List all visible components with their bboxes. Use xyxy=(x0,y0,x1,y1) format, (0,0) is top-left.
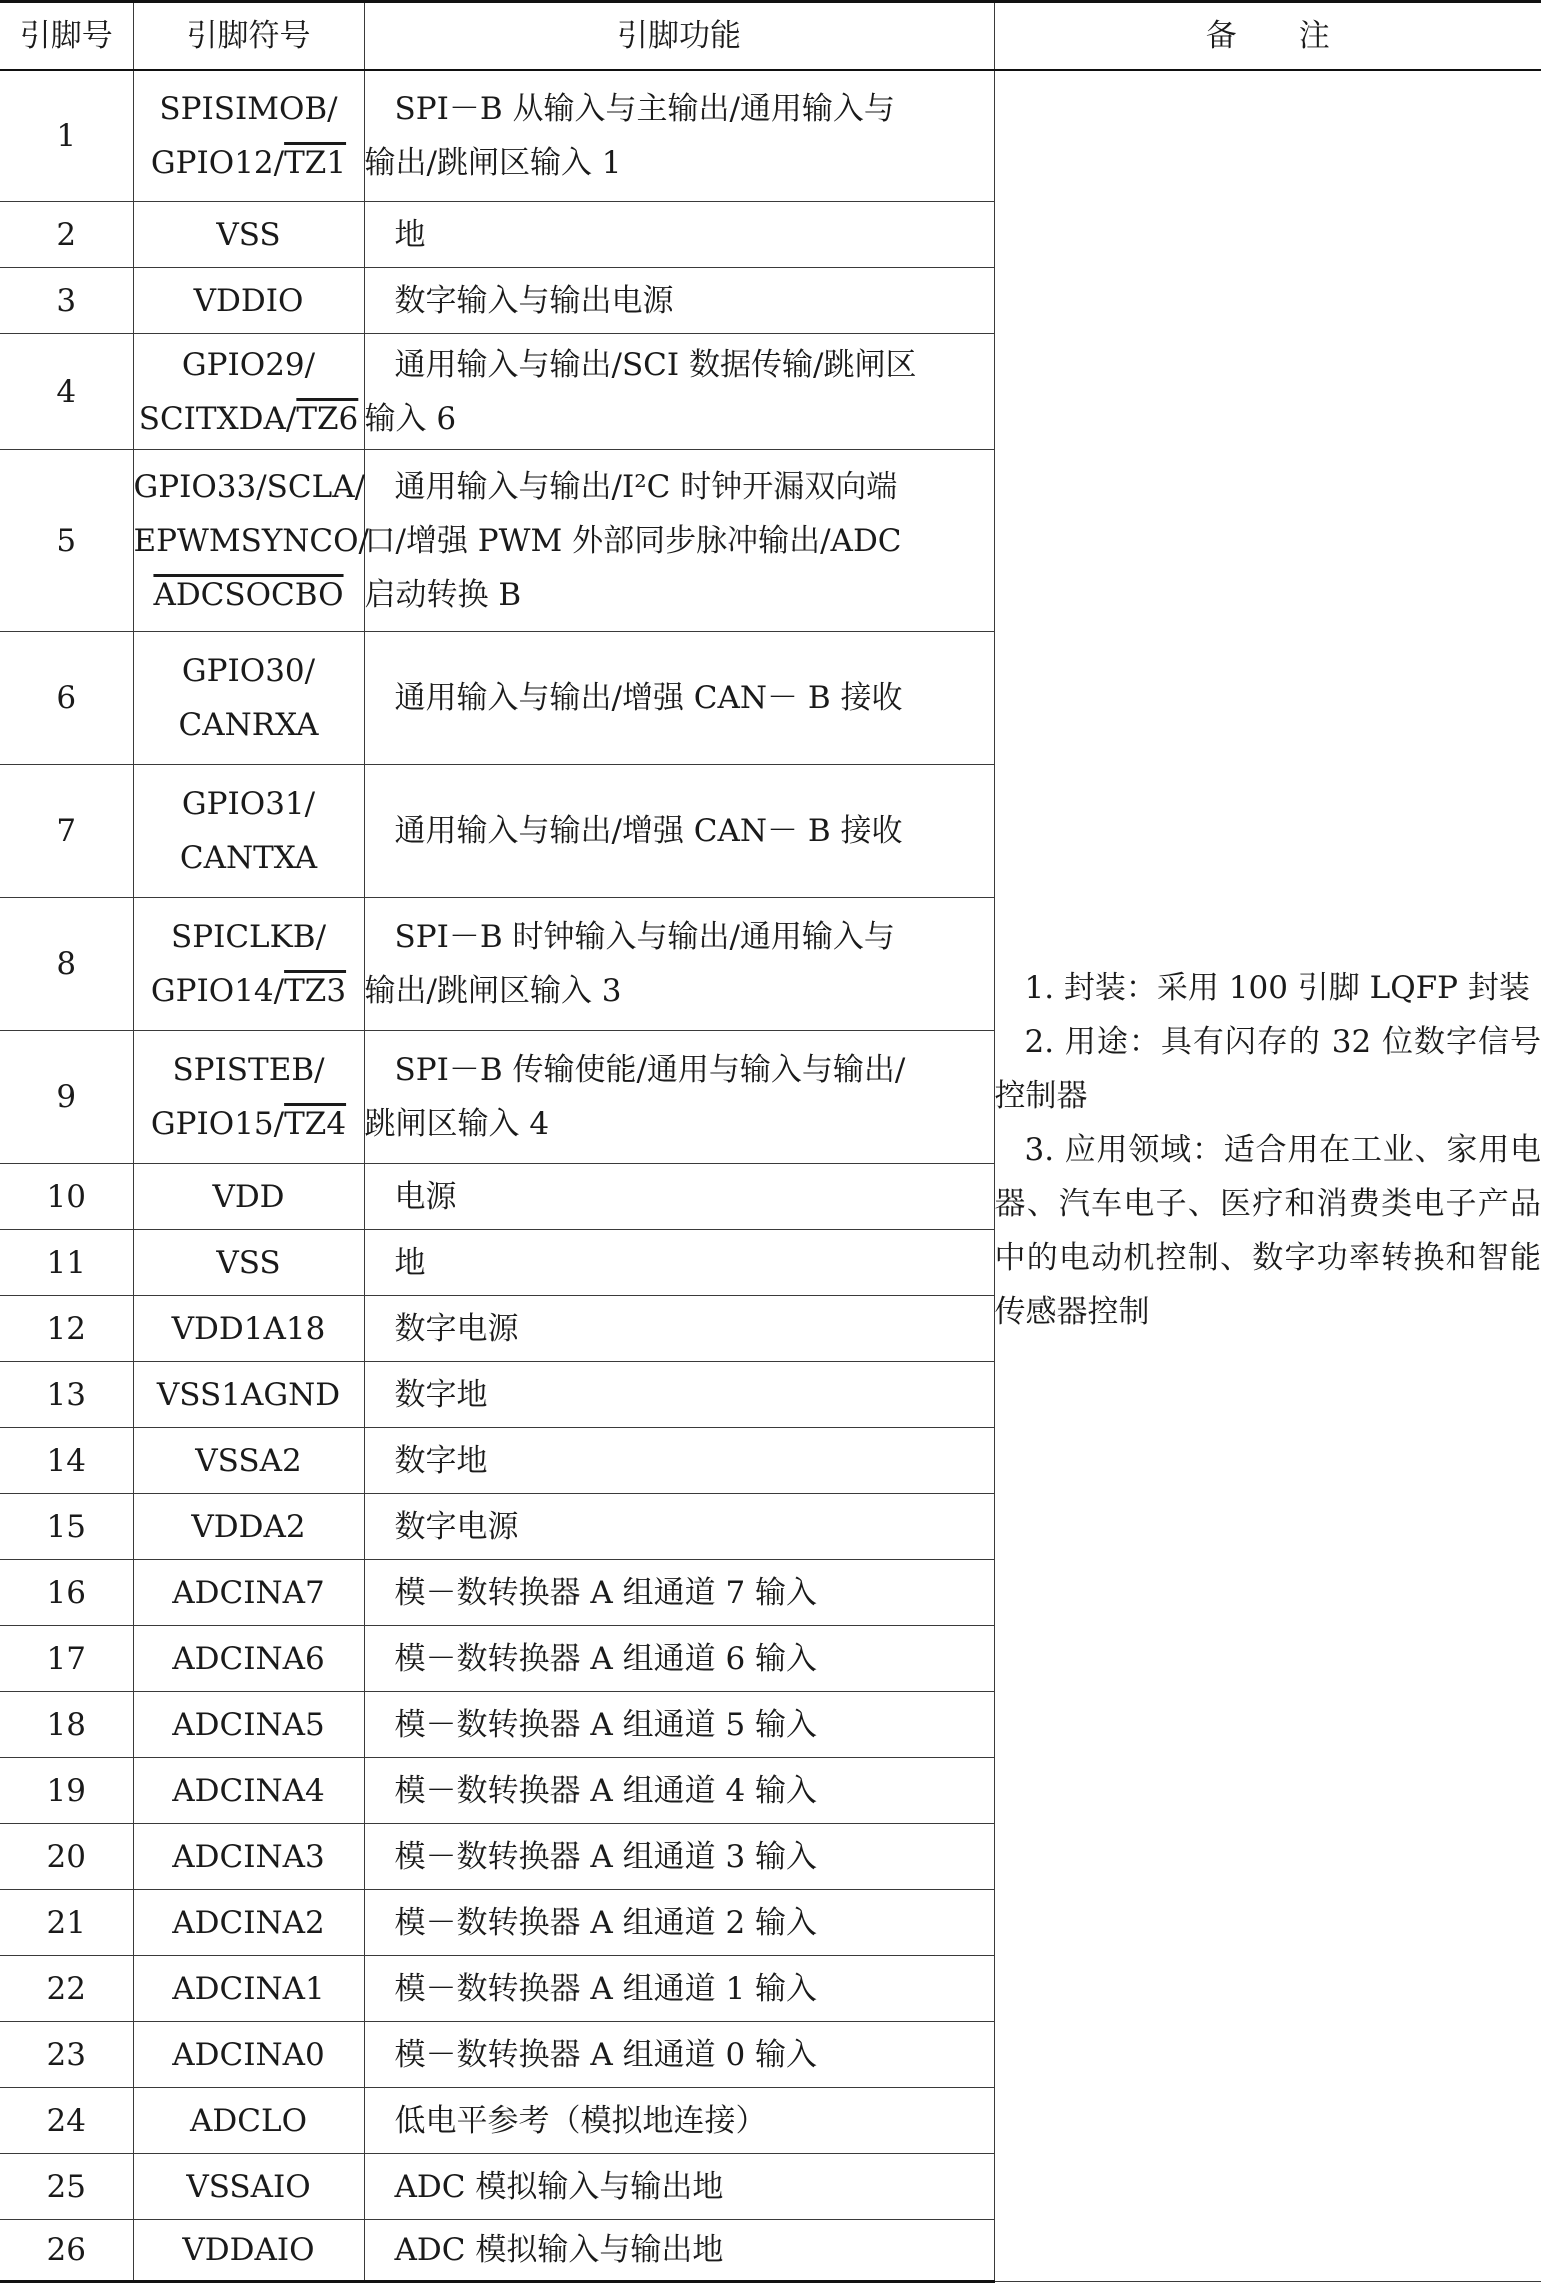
remark-item: 1. 封装：采用 100 引脚 LQFP 封装 xyxy=(1024,969,1530,1006)
pin-function-line: 启动转换 B xyxy=(364,576,522,613)
pin-function-cell xyxy=(364,450,994,632)
pin-symbol-text: SPICLKB/ xyxy=(170,919,327,955)
pin-symbol-line xyxy=(134,698,364,752)
pin-symbol-line xyxy=(134,1962,364,2016)
pin-symbol-cell xyxy=(133,1164,364,1230)
pin-function-cell xyxy=(364,632,994,765)
pin-function-cell xyxy=(364,1890,994,1956)
pin-symbol-cell xyxy=(133,1626,364,1692)
pin-number-cell: 2 xyxy=(0,202,133,268)
pin-number-cell: 21 xyxy=(0,1890,133,1956)
pin-function-cell xyxy=(364,765,994,898)
pin-number-cell: 23 xyxy=(0,2022,133,2088)
pin-symbol-text: ADCINA5 xyxy=(172,1706,325,1743)
pin-function-line: ADC 模拟输入与输出地 xyxy=(394,2168,724,2205)
pin-symbol-cell xyxy=(133,1758,364,1824)
pin-symbol-line xyxy=(134,1632,364,1686)
pin-number-cell: 25 xyxy=(0,2154,133,2220)
pin-symbol-cell xyxy=(133,1824,364,1890)
pin-function-line: 数字地 xyxy=(394,1376,488,1413)
remark-item: 3. 应用领域：适合用在工业、家用电器、汽车电子、医疗和消费类电子产品中的电动机控制、数字功率转换和智能传感器控制 xyxy=(994,1131,1541,1330)
pin-symbol-text: VDDAIO xyxy=(182,2232,315,2268)
pin-symbol-line xyxy=(134,1764,364,1818)
pin-symbol-text: GPIO33/SCLA/ xyxy=(133,468,366,505)
pin-function-line: 模－数转换器 A 组通道 2 输入 xyxy=(394,1904,818,1941)
pin-symbol-line xyxy=(134,392,364,446)
pin-symbol-cell xyxy=(133,1362,364,1428)
pin-function-line: 地 xyxy=(394,1244,426,1281)
pin-symbol-overline-text: TZ3 xyxy=(284,973,347,1009)
pin-function-cell xyxy=(364,1031,994,1164)
pin-number-cell: 18 xyxy=(0,1692,133,1758)
remark-item: 2. 用途：具有闪存的 32 位数字信号控制器 xyxy=(994,1023,1541,1114)
pin-symbol-cell xyxy=(133,70,364,202)
pin-number-cell: 1 xyxy=(0,70,133,202)
pin-symbol-line xyxy=(134,2160,364,2214)
pin-number-cell: 17 xyxy=(0,1626,133,1692)
pin-symbol-line xyxy=(134,1500,364,1554)
pin-function-line: SPI－B 时钟输入与输出/通用输入与 xyxy=(394,919,895,955)
pin-symbol-line xyxy=(134,136,364,190)
pin-symbol-text: GPIO15/ xyxy=(150,1106,285,1142)
pin-symbol-line xyxy=(134,1896,364,1950)
pin-number-cell: 22 xyxy=(0,1956,133,2022)
header-remarks: 备 注 xyxy=(994,2,1541,70)
pin-number-cell: 8 xyxy=(0,898,133,1031)
pin-symbol-cell xyxy=(133,1428,364,1494)
pin-symbol-cell xyxy=(133,1296,364,1362)
pin-number-cell: 9 xyxy=(0,1031,133,1164)
pin-number-cell: 20 xyxy=(0,1824,133,1890)
pin-symbol-line xyxy=(134,1302,364,1356)
pin-symbol-text: CANTXA xyxy=(179,840,318,876)
pin-symbol-text: SCITXDA/ xyxy=(138,400,297,437)
pin-symbol-cell xyxy=(133,1031,364,1164)
pin-symbol-text: ADCINA6 xyxy=(172,1640,325,1677)
pin-function-cell xyxy=(364,1494,994,1560)
pin-function-line: 模－数转换器 A 组通道 6 输入 xyxy=(394,1640,818,1677)
pin-symbol-cell xyxy=(133,2154,364,2220)
pin-symbol-line xyxy=(134,1566,364,1620)
pin-function-line: 模－数转换器 A 组通道 1 输入 xyxy=(394,1970,818,2007)
pin-number-cell: 4 xyxy=(0,334,133,450)
pin-symbol-line xyxy=(134,831,364,885)
pin-symbol-line xyxy=(134,338,364,392)
pin-symbol-text: VSS xyxy=(216,1244,281,1281)
pin-symbol-line xyxy=(134,1170,364,1224)
pin-symbol-cell xyxy=(133,1560,364,1626)
pin-symbol-cell xyxy=(133,2220,364,2282)
pin-function-line: 通用输入与输出/SCI 数据传输/跳闸区 xyxy=(394,346,917,383)
pin-function-line: 模－数转换器 A 组通道 0 输入 xyxy=(394,2036,818,2073)
pin-symbol-cell xyxy=(133,2088,364,2154)
pin-symbol-text: GPIO12/ xyxy=(150,144,285,181)
pin-symbol-cell xyxy=(133,632,364,765)
pin-symbol-line xyxy=(134,2223,364,2277)
pin-function-cell xyxy=(364,1692,994,1758)
pin-symbol-cell xyxy=(133,1230,364,1296)
pin-function-cell xyxy=(364,898,994,1031)
pin-function-line: 输入 6 xyxy=(364,400,457,437)
pin-symbol-line xyxy=(134,1043,364,1097)
pin-symbol-overline-text: TZ4 xyxy=(284,1106,347,1142)
pin-function-cell xyxy=(364,2154,994,2220)
pin-function-line: 模－数转换器 A 组通道 7 输入 xyxy=(394,1574,818,1611)
pin-function-line: SPI－B 从输入与主输出/通用输入与 xyxy=(394,90,895,127)
pin-symbol-overline-text: TZ6 xyxy=(296,400,359,437)
pin-symbol-text: SPISTEB/ xyxy=(172,1052,325,1088)
header-pin-symbol: 引脚符号 xyxy=(133,2,364,70)
pin-symbol-text: EPWMSYNCO/ xyxy=(133,522,369,559)
pin-symbol-text: VSSAIO xyxy=(186,2168,311,2205)
pin-function-cell xyxy=(364,1956,994,2022)
pin-symbol-line xyxy=(133,514,369,568)
pin-symbol-line xyxy=(134,1830,364,1884)
pin-function-line: 模－数转换器 A 组通道 3 输入 xyxy=(394,1838,818,1875)
pin-symbol-cell xyxy=(133,2022,364,2088)
pin-number-cell: 19 xyxy=(0,1758,133,1824)
pin-function-cell xyxy=(364,1758,994,1824)
pin-symbol-text: GPIO31/ xyxy=(181,786,316,822)
pin-function-line: 模－数转换器 A 组通道 5 输入 xyxy=(394,1706,818,1743)
pin-function-cell xyxy=(364,2088,994,2154)
pin-symbol-line xyxy=(134,777,364,831)
pin-symbol-line xyxy=(134,2028,364,2082)
pin-number-cell: 14 xyxy=(0,1428,133,1494)
pin-function-cell xyxy=(364,1296,994,1362)
pin-symbol-text: VDDIO xyxy=(193,282,304,319)
pin-function-cell xyxy=(364,2220,994,2282)
pin-symbol-line xyxy=(134,910,364,964)
pin-number-cell: 12 xyxy=(0,1296,133,1362)
pin-symbol-text: VSS1AGND xyxy=(156,1376,341,1413)
pin-symbol-line xyxy=(134,644,364,698)
pin-symbol-line xyxy=(134,2094,364,2148)
pin-function-cell xyxy=(364,1560,994,1626)
pin-function-line: 输出/跳闸区输入 3 xyxy=(364,973,622,1009)
pin-number-cell: 26 xyxy=(0,2220,133,2282)
pin-symbol-cell xyxy=(133,1494,364,1560)
pin-symbol-cell xyxy=(133,898,364,1031)
pin-symbol-text: CANRXA xyxy=(178,707,319,743)
pin-number-cell: 3 xyxy=(0,268,133,334)
pin-symbol-line xyxy=(134,1097,364,1151)
pin-symbol-cell xyxy=(133,334,364,450)
pin-symbol-text: VDD xyxy=(212,1178,285,1215)
pin-function-line: 地 xyxy=(394,216,426,253)
header-pin-function: 引脚功能 xyxy=(364,2,994,70)
pin-symbol-cell xyxy=(133,1890,364,1956)
pin-symbol-cell xyxy=(133,450,369,632)
table-header-row xyxy=(0,2,1541,70)
pin-function-cell xyxy=(364,1824,994,1890)
pin-function-cell xyxy=(364,268,994,334)
pin-function-line: 数字电源 xyxy=(394,1508,519,1545)
pin-function-cell xyxy=(364,1230,994,1296)
pin-function-line: 口/增强 PWM 外部同步脉冲输出/ADC xyxy=(364,522,902,559)
pin-symbol-cell xyxy=(133,268,364,334)
pin-symbol-text: ADCINA0 xyxy=(172,2036,325,2073)
pin-function-line: 通用输入与输出/增强 CAN－ B 接收 xyxy=(394,813,903,849)
pin-function-cell xyxy=(364,1428,994,1494)
pin-function-cell xyxy=(364,1626,994,1692)
pin-symbol-cell xyxy=(133,1692,364,1758)
pin-function-line: 输出/跳闸区输入 1 xyxy=(364,144,622,181)
pin-symbol-text: ADCINA4 xyxy=(172,1772,325,1809)
pin-number-cell: 7 xyxy=(0,765,133,898)
pin-number-cell: 6 xyxy=(0,632,133,765)
pin-function-line: ADC 模拟输入与输出地 xyxy=(394,2232,724,2268)
pin-symbol-line xyxy=(134,208,364,262)
pin-function-cell xyxy=(364,2022,994,2088)
pin-function-line: 通用输入与输出/增强 CAN－ B 接收 xyxy=(394,680,903,716)
pin-function-cell xyxy=(364,70,994,202)
pin-symbol-text: VSSA2 xyxy=(195,1442,302,1479)
pin-number-cell: 13 xyxy=(0,1362,133,1428)
pin-number-cell: 24 xyxy=(0,2088,133,2154)
pin-number-cell: 5 xyxy=(0,450,133,632)
pin-symbol-line xyxy=(134,1236,364,1290)
pin-function-cell xyxy=(364,1362,994,1428)
remarks-spacer xyxy=(995,71,1541,961)
pin-function-line: 数字地 xyxy=(394,1442,488,1479)
table-body xyxy=(0,70,1541,2282)
pin-symbol-overline-text: ADCSOCBO xyxy=(153,576,344,613)
table-row xyxy=(0,70,1541,202)
pin-function-line: 模－数转换器 A 组通道 4 输入 xyxy=(394,1772,818,1809)
pin-symbol-text: ADCINA7 xyxy=(172,1574,325,1611)
pin-function-line: 低电平参考（模拟地连接） xyxy=(394,2102,767,2139)
pin-function-line: SPI－B 传输使能/通用与输入与输出/ xyxy=(394,1052,906,1088)
pin-function-cell xyxy=(364,202,994,268)
pin-symbol-line xyxy=(134,82,364,136)
pin-function-cell xyxy=(364,334,994,450)
pin-symbol-line xyxy=(134,1434,364,1488)
header-pin-number: 引脚号 xyxy=(0,2,133,70)
pin-symbol-line xyxy=(134,964,364,1018)
pin-symbol-text: VDD1A18 xyxy=(171,1310,326,1347)
pin-symbol-line xyxy=(134,1368,364,1422)
pin-symbol-line xyxy=(134,568,364,622)
pin-symbol-text: GPIO29/ xyxy=(181,346,316,383)
pin-function-cell xyxy=(364,1164,994,1230)
pin-number-cell: 15 xyxy=(0,1494,133,1560)
pin-symbol-overline-text: TZ1 xyxy=(284,144,347,181)
pin-symbol-text: VSS xyxy=(216,216,281,253)
pin-function-line: 数字电源 xyxy=(394,1310,519,1347)
pin-function-line: 跳闸区输入 4 xyxy=(364,1106,550,1142)
pin-symbol-text: GPIO30/ xyxy=(181,653,316,689)
pin-function-line: 电源 xyxy=(394,1178,457,1215)
pin-symbol-line xyxy=(134,460,364,514)
pin-symbol-text: SPISIMOB/ xyxy=(159,90,338,127)
pin-symbol-line xyxy=(134,1698,364,1752)
pin-symbol-text: ADCINA2 xyxy=(172,1904,325,1941)
pin-number-cell: 16 xyxy=(0,1560,133,1626)
pin-number-cell: 10 xyxy=(0,1164,133,1230)
pin-symbol-text: VDDA2 xyxy=(191,1508,306,1545)
pin-symbol-text: GPIO14/ xyxy=(150,973,285,1009)
remarks-cell xyxy=(994,70,1541,2282)
pin-symbol-line xyxy=(134,274,364,328)
pin-symbol-text: ADCLO xyxy=(190,2102,307,2139)
pin-number-cell: 11 xyxy=(0,1230,133,1296)
pin-function-line: 数字输入与输出电源 xyxy=(394,282,674,319)
pin-symbol-text: ADCINA1 xyxy=(172,1970,325,2007)
pin-function-line: 通用输入与输出/I²C 时钟开漏双向端 xyxy=(394,468,898,505)
pin-symbol-cell xyxy=(133,202,364,268)
pin-symbol-cell xyxy=(133,765,364,898)
pin-symbol-cell xyxy=(133,1956,364,2022)
pin-symbol-text: ADCINA3 xyxy=(172,1838,325,1875)
